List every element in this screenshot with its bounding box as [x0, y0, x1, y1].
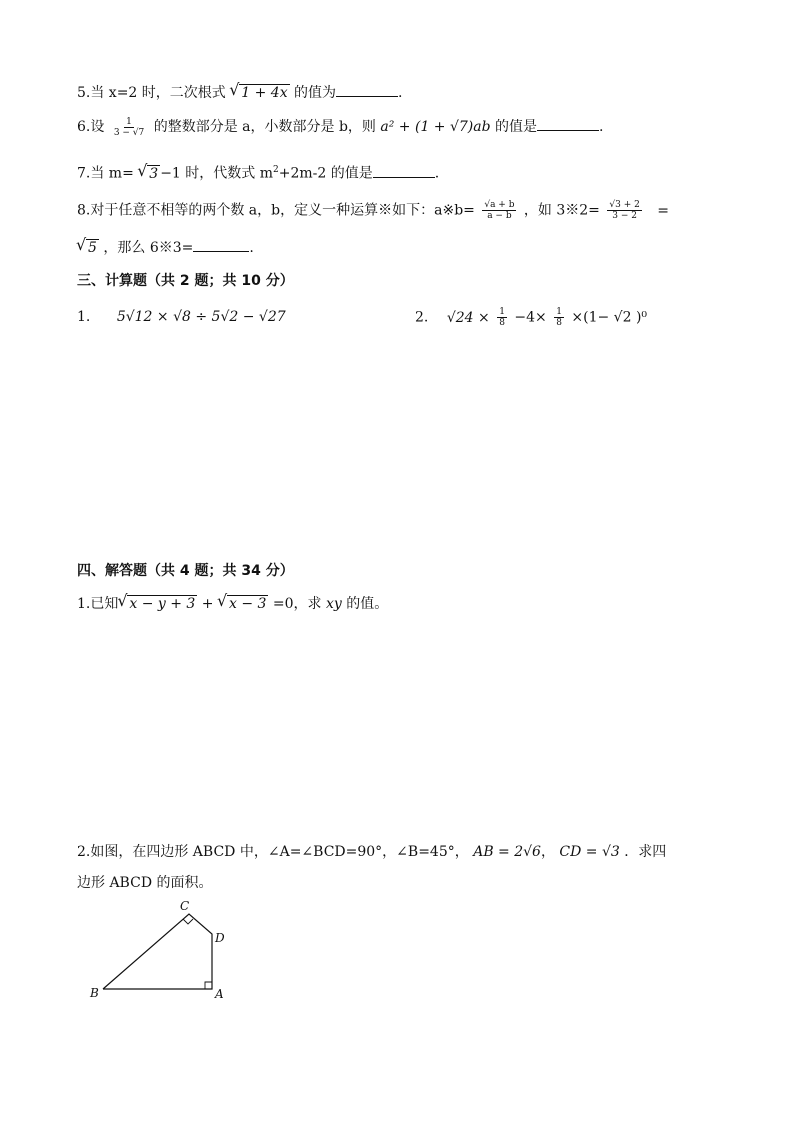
solve-1-number: 1. — [77, 596, 91, 612]
q8-radical: √ 5 — [77, 238, 99, 258]
q5-blank — [336, 82, 398, 97]
q8-fraction-example: $\frac{√3 + 2}{3 - 2}$ — [609, 200, 640, 221]
q6-expression: a² + (1 + √7)ab — [380, 119, 491, 135]
calc-1 — [77, 307, 286, 327]
q8-fraction-def: $\frac{√a + b}{a - b}$ — [484, 200, 515, 221]
q5-number: 5. — [77, 85, 91, 101]
question-6: 6.设 $\frac{1}{3 - √7}$ 的整数部分是 a，小数部分是 b，则 a² + (1 + √7)ab 的值是 . — [77, 116, 604, 138]
solve-1: 1.已知√ x − y + 3 + √ x − 3 =0，求 xy 的值。 — [77, 594, 388, 614]
label-c: C — [180, 899, 190, 913]
q8-blank — [193, 237, 249, 252]
q5-radical: √ 1 + 4x — [230, 83, 289, 103]
q6-number: 6. — [77, 119, 91, 135]
section-4-heading: 四、解答题（共 4 题；共 34 分） — [77, 563, 294, 579]
q7-radical: √ 3 — [138, 164, 160, 184]
solve-1-radical-2: √ x − 3 — [218, 594, 268, 614]
calc-2-number: 2. — [415, 309, 429, 326]
calc-2-frac1: $\frac{1}{8}$ — [499, 307, 505, 328]
label-d: D — [215, 931, 225, 945]
q7-blank — [373, 163, 435, 178]
label-b: B — [90, 986, 99, 1000]
q8-number: 8. — [77, 202, 91, 219]
solve-1-radical-1: √ x − y + 3 — [118, 594, 197, 614]
solve-2-line2: 边形 ABCD 的面积。 — [77, 875, 213, 891]
calc-2-frac2: $\frac{1}{8}$ — [556, 307, 562, 328]
q5-post: 的值为 — [294, 85, 337, 101]
right-angle-mark-c — [183, 919, 193, 924]
solve-2-number: 2. — [77, 844, 91, 860]
question-8: 8.对于任意不相等的两个数 a，b，定义一种运算※如下：a※b= $\frac{√a + b}{a - b}$ ，如 3※2= $\frac{√3 + 2}{3 - 2}$ = — [77, 200, 670, 221]
right-angle-mark-a — [205, 982, 212, 989]
q6-fraction: $\frac{1}{3 - √7}$ — [113, 116, 145, 138]
q5-text: 当 x=2 时，二次根式 — [90, 85, 226, 101]
question-8-line2: √ 5 ，那么 6※3= . — [77, 237, 254, 258]
question-5: 5.当 x=2 时，二次根式 √ 1 + 4x 的值为 . — [77, 82, 403, 103]
label-a: A — [215, 987, 224, 1001]
quadrilateral-figure — [85, 895, 245, 1007]
calc-2: 2. √24 × $\frac{1}{8}$ −4× $\frac{1}{8}$ ×(1− √2 )⁰ — [415, 307, 648, 328]
calc-1-expression: 5√12 × √8 ÷ 5√2 − √27 — [116, 309, 286, 325]
q6-blank — [537, 116, 599, 131]
solve-2: 2.如图，在四边形 ABCD 中，∠A=∠BCD=90°，∠B=45°， AB = 2√6， CD = √3 ．求四 — [77, 844, 667, 860]
figure-outline — [103, 914, 212, 989]
section-3-heading: 三、计算题（共 2 题；共 10 分） — [77, 273, 294, 289]
q7-number: 7. — [77, 165, 91, 182]
calc-1-number: 1. — [77, 309, 91, 325]
question-7: 7.当 m= √ 3 −1 时，代数式 $m^2+2m-2$ 的值是 . — [77, 160, 439, 184]
